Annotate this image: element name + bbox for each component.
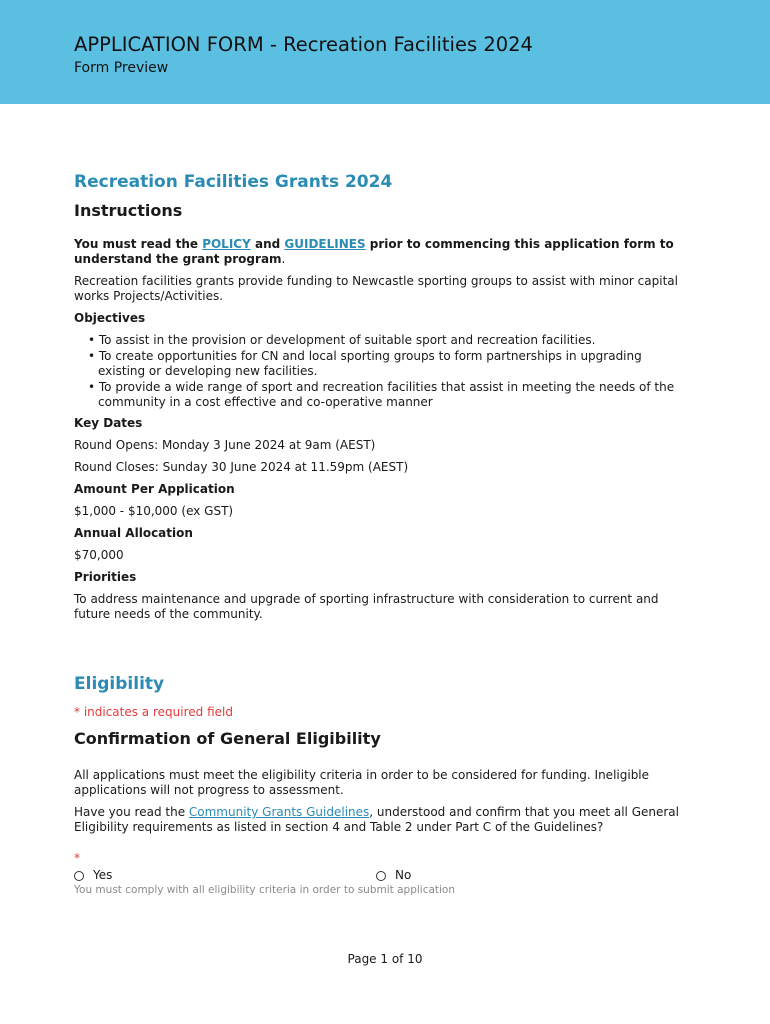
instructions-heading: Instructions [74,201,183,220]
required-field-note: * indicates a required field [74,705,233,719]
list-item: • To create opportunities for CN and local sporting groups to form partnerships in upgrading existing or developing new facilities. [88,349,642,378]
round-closes: Round Closes: Sunday 30 June 2024 at 11.59pm (AEST) [74,460,409,474]
confirm-eligibility-heading: Confirmation of General Eligibility [74,729,381,748]
intro-text: Recreation facilities grants provide funding to Newcastle sporting groups to assist with minor capital works Projects/Activities. [74,274,678,303]
list-item: • To provide a wide range of sport and recreation facilities that assist in meeting the needs of the community in a cost effective and co-operative manner [88,380,675,409]
radio-circle-icon[interactable] [74,871,84,881]
priorities-text: To address maintenance and upgrade of sporting infrastructure with consideration to current and future needs of the community. [74,592,659,621]
amount-heading: Amount Per Application [74,482,235,496]
criteria-text: All applications must meet the eligibility criteria in order to be considered for funding. Ineligible applications will not progress to assessment. [74,768,650,797]
page-header [0,0,770,104]
section-title-grants: Recreation Facilities Grants 2024 [74,172,393,192]
radio-circle-icon[interactable] [376,871,386,881]
policy-link[interactable]: POLICY [202,237,251,251]
eligibility-hint: You must comply with all eligibility criteria in order to submit application [74,884,456,896]
must-read-notice: You must read the POLICY and GUIDELINES prior to commencing this application form to understand the grant program. [74,237,674,266]
eligibility-radio-group [74,868,684,884]
amount-value: $1,000 - $10,000 (ex GST) [74,504,234,518]
priorities-heading: Priorities [74,570,137,584]
section-title-eligibility: Eligibility [74,674,165,694]
form-title: APPLICATION FORM - Recreation Facilities 2024 [74,33,533,56]
radio-no[interactable]: No [376,868,411,883]
page-indicator: Page 1 of 10 [347,952,423,966]
objectives-heading: Objectives [74,311,146,325]
objectives-list [74,333,684,410]
form-subtitle: Form Preview [74,60,169,76]
list-item: • To assist in the provision or development of suitable sport and recreation facilities. [88,333,596,347]
radio-yes[interactable]: Yes [74,868,112,883]
guidelines-link[interactable]: GUIDELINES [284,237,366,251]
community-grants-guidelines-link[interactable]: Community Grants Guidelines [188,805,370,819]
required-marker: * [74,851,80,865]
form-content [74,170,684,897]
round-opens: Round Opens: Monday 3 June 2024 at 9am (AEST) [74,438,376,452]
allocation-value: $70,000 [74,548,124,562]
allocation-heading: Annual Allocation [74,526,193,540]
eligibility-question: Have you read the Community Grants Guidelines, understood and confirm that you meet all General Eligibility requirements as listed in section 4 and Table 2 under Part C of the Guidelines? [74,805,679,834]
key-dates-heading: Key Dates [74,416,143,430]
